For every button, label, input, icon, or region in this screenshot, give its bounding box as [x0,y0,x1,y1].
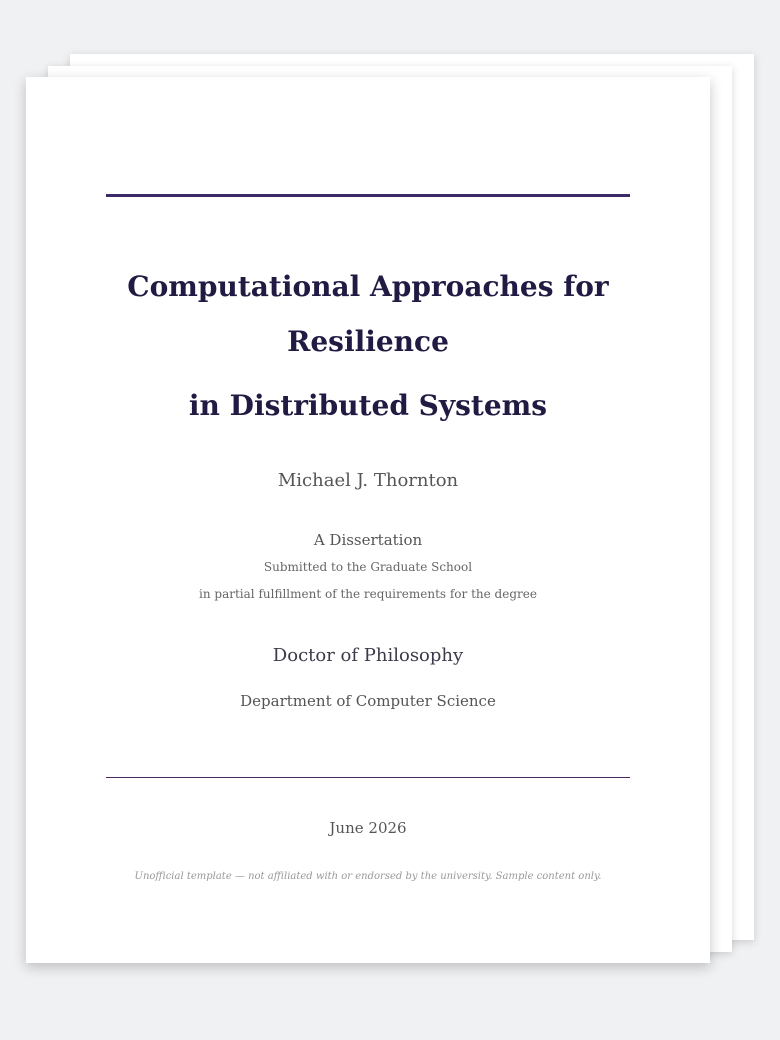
author-name: Michael J. Thornton [277,470,459,491]
disclaimer-note: Unofficial template — not affiliated with or endorsed by the university. Sample content only. [134,871,602,882]
bottom-divider-rule [106,777,630,778]
department-name: Department of Computer Science [240,692,496,710]
top-divider-rule [106,194,630,197]
dissertation-title [86,259,650,433]
submission-date: June 2026 [329,819,407,837]
fulfillment-statement: in partial fulfillment of the requirements for the degree [199,587,537,601]
submitted-to: Submitted to the Graduate School [263,560,473,574]
degree-name: Doctor of Philosophy [272,645,464,666]
title-line-1: Computational Approaches for Resilience [127,270,609,358]
title-line-2: in Distributed Systems [188,389,548,422]
title-page [26,77,710,963]
document-type: A Dissertation [313,531,423,549]
